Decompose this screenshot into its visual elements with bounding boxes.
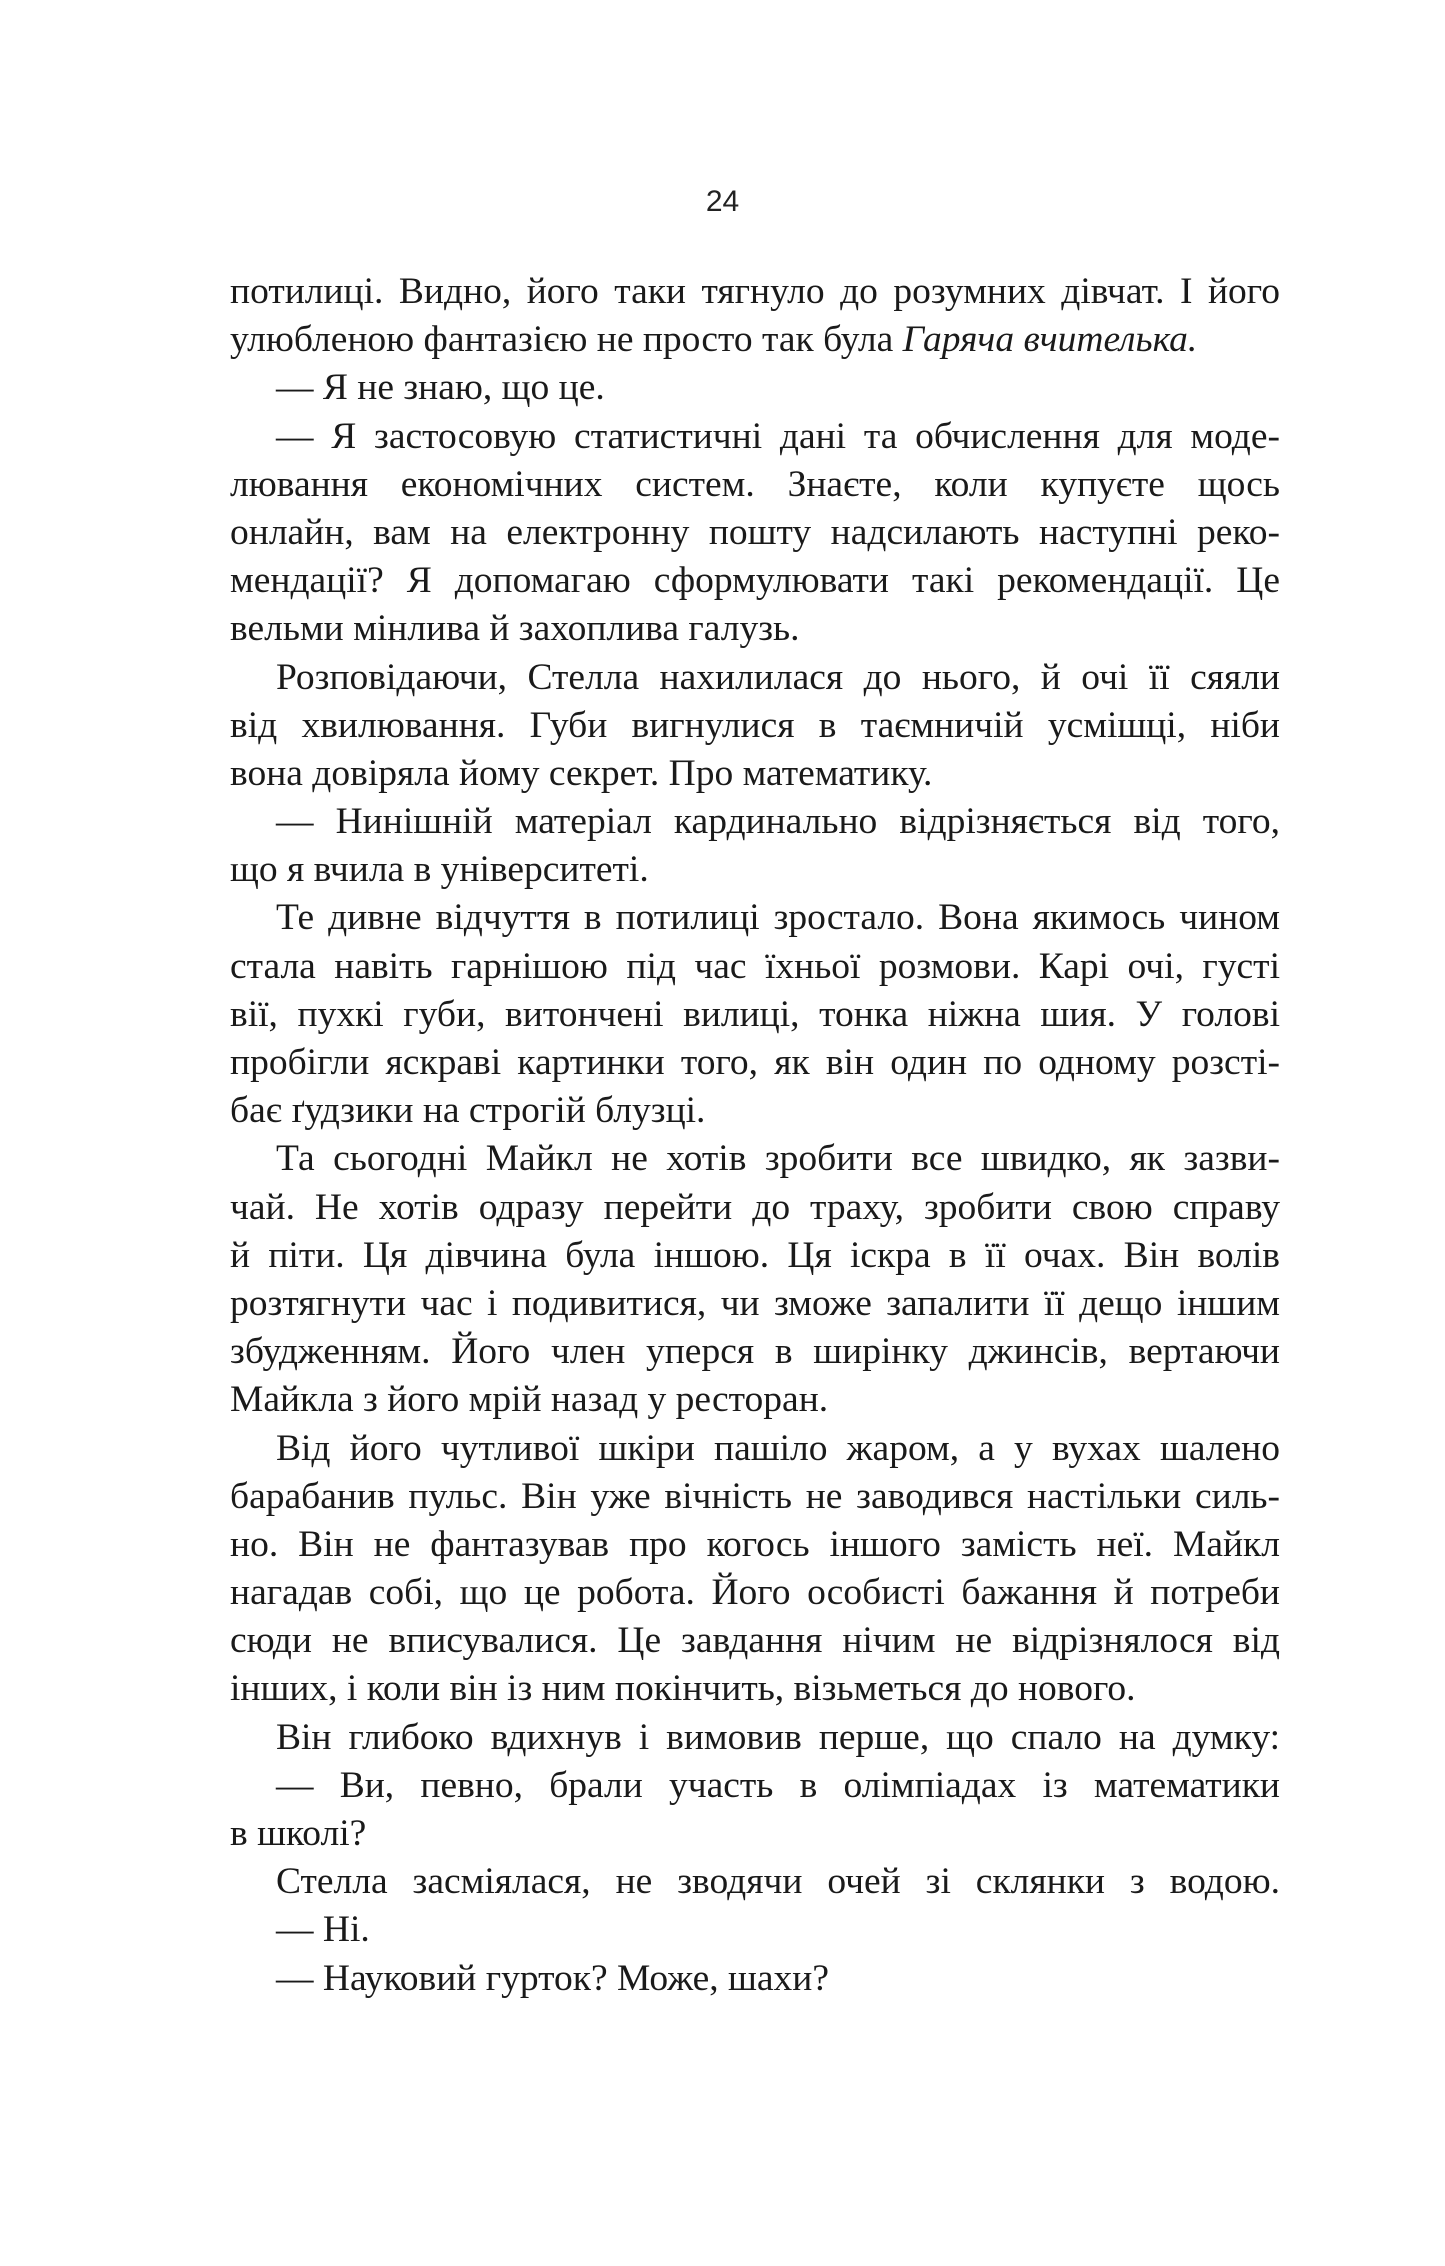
text-line: вельми мінлива й захоплива галузь.	[230, 608, 800, 650]
text-line: барабанив пульс. Він уже вічність не заводився настільки силь-	[230, 1475, 1280, 1517]
text-line: онлайн, вам на електронну пошту надсилають наступні реко-	[230, 511, 1280, 553]
text-line: бає ґудзики на строгій блузці.	[230, 1090, 706, 1132]
text-line: мендації? Я допомагаю сформулювати такі рекомендації. Це	[230, 560, 1280, 602]
text-line: Та сьогодні Майкл не хотів зробити все швидко, як зазви-	[276, 1138, 1280, 1180]
italic-title: Гаряча вчителька.	[902, 319, 1198, 361]
text-line: потилиці. Видно, його таки тягнуло до розумних дівчат. І його	[230, 271, 1280, 312]
text-line: но. Він не фантазував про когось іншого замість неї. Майкл	[230, 1523, 1280, 1565]
text-line: — Науковий гурток? Може, шахи?	[276, 1957, 830, 1999]
text-line: інших, і коли він із ним покінчить, візьметься до нового.	[230, 1668, 1136, 1710]
text-line: вії, пухкі губи, витончені вилиці, тонка ніжна шия. У голові	[230, 993, 1280, 1035]
text-line: розтягнути час і подивитися, чи зможе запалити її дещо іншим	[230, 1282, 1280, 1324]
text-line: — Ви, певно, брали участь в олімпіадах із математики	[276, 1764, 1280, 1806]
text-line: Стелла засміялася, не зводячи очей зі склянки з водою.	[276, 1861, 1280, 1903]
text-line: що я вчила в університеті.	[230, 849, 649, 891]
text-line: Розповідаючи, Стелла нахилилася до нього, й очі її сяяли	[276, 656, 1280, 698]
text-line: пробігли яскраві картинки того, як він один по одному розсті-	[230, 1042, 1280, 1083]
text-line: стала навіть гарнішою під час їхньої розмови. Карі очі, густі	[230, 945, 1280, 987]
text-line: — Я не знаю, що це.	[276, 367, 605, 409]
text-line: нагадав собі, що це робота. Його особисті бажання й потреби	[230, 1572, 1280, 1614]
text-line: й піти. Ця дівчина була іншою. Ця іскра в її очах. Він волів	[230, 1234, 1280, 1276]
text-line: — Нинішній матеріал кардинально відрізняється від того,	[276, 801, 1280, 843]
text-line: вона довіряла йому секрет. Про математику.	[230, 752, 933, 794]
text-line: Майкла з його мрій назад у ресторан.	[230, 1379, 829, 1421]
text-line: Він глибоко вдихнув і вимовив перше, що спало на думку:	[276, 1716, 1280, 1758]
text-line: збудженням. Його член уперся в ширінку джинсів, вертаючи	[230, 1331, 1280, 1373]
page-number: 24	[705, 185, 740, 218]
text-line: лювання економічних систем. Знаєте, коли купуєте щось	[230, 463, 1280, 505]
text-line: сюди не вписувалися. Це завдання нічим не відрізнялося від	[230, 1620, 1280, 1662]
text-line: — Я застосовую статистичні дані та обчислення для моде-	[276, 415, 1280, 457]
text-line: Від його чутливої шкіри пашіло жаром, а у вухах шалено	[276, 1427, 1280, 1469]
text-line: Те дивне відчуття в потилиці зростало. Вона якимось чином	[276, 897, 1280, 939]
text-line: чай. Не хотів одразу перейти до траху, зробити свою справу	[230, 1186, 1280, 1228]
text-line: в школі?	[230, 1813, 367, 1854]
text-line: улюбленою фантазією не просто так була Гаряча вчителька.	[230, 319, 1198, 361]
text-line: — Ні.	[276, 1909, 370, 1951]
body-text	[230, 268, 1280, 2003]
text-line: від хвилювання. Губи вигнулися в таємничій усмішці, ніби	[230, 704, 1280, 746]
